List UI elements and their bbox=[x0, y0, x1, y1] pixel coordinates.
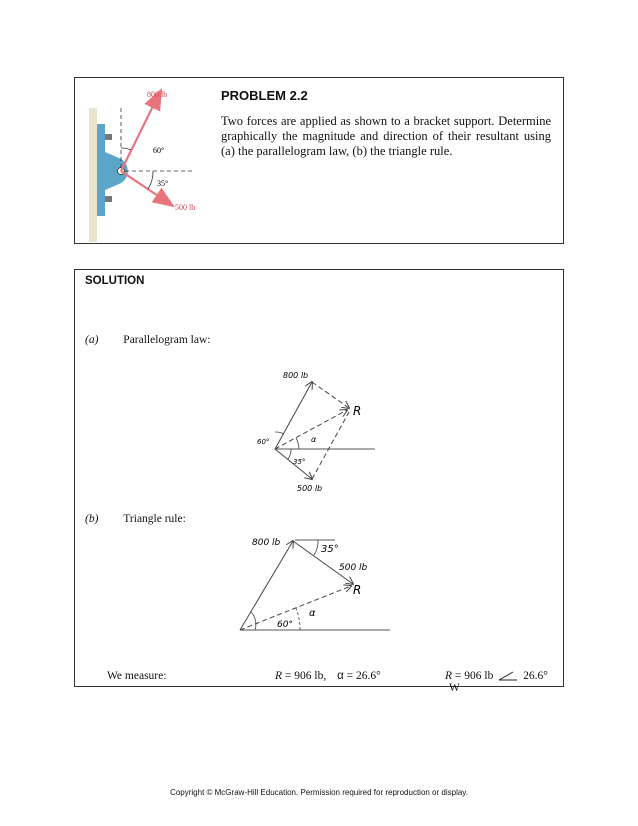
answer-angle: 26.6° bbox=[523, 670, 548, 682]
angle-60-arc bbox=[121, 148, 131, 150]
sketch-b-angle-60-label: 60° bbox=[277, 620, 293, 630]
problem-statement: Two forces are applied as shown to a bracket support. Determine graphically the magnitude and direction of their resultant using (a) the parallelogram law, (b) the triangle rule. bbox=[221, 114, 551, 158]
bolt-bottom bbox=[105, 196, 112, 202]
sketch-b-alpha-arc bbox=[296, 608, 300, 630]
answer-direction: W bbox=[449, 682, 460, 694]
problem-box bbox=[74, 77, 564, 244]
part-a-label: Parallelogram law: bbox=[123, 334, 211, 346]
problem-title: PROBLEM 2.2 bbox=[221, 88, 308, 103]
sketch-a-500-label: 500 lb bbox=[297, 484, 323, 493]
sketch-a-800-label: 800 lb bbox=[283, 371, 309, 380]
measurement-row bbox=[107, 670, 557, 694]
sketch-a-resultant-label: R bbox=[353, 404, 362, 418]
angle-35-label: 35° bbox=[157, 179, 169, 188]
sketch-b-angle-35-arc bbox=[314, 540, 318, 555]
answer-r-value: = 906 lb bbox=[452, 670, 494, 682]
sketch-b-alpha-label: α bbox=[309, 608, 316, 619]
angle-direction-icon bbox=[498, 671, 518, 681]
part-a-letter: (a) bbox=[85, 334, 99, 346]
copyright-footer: Copyright © McGraw-Hill Education. Permission required for reproduction or display. bbox=[170, 788, 468, 797]
sketch-b-800-vector bbox=[240, 541, 293, 630]
measure-alpha-value: = 26.6° bbox=[343, 670, 381, 682]
measure-r-value: = 906 lb, bbox=[282, 670, 327, 682]
bolt-top bbox=[105, 134, 112, 140]
force-500-arrow bbox=[121, 171, 173, 206]
part-b-heading bbox=[85, 513, 186, 525]
measure-alpha-symbol: α bbox=[337, 670, 344, 682]
sketch-a-angle-35-label: 35° bbox=[293, 458, 306, 466]
parallelogram-sketch bbox=[255, 364, 385, 494]
sketch-a-angle-35-arc bbox=[288, 449, 291, 459]
sketch-a-dashed-upper bbox=[312, 382, 349, 408]
answer-r-symbol: R bbox=[445, 670, 453, 682]
force-500-label: 500 lb bbox=[175, 203, 196, 212]
sketch-a-angle-60-arc bbox=[275, 432, 284, 434]
wall bbox=[89, 108, 97, 242]
triangle-sketch bbox=[235, 532, 395, 642]
sketch-b-500-label: 500 lb bbox=[339, 563, 368, 573]
sketch-a-dashed-lower bbox=[312, 412, 349, 479]
solution-title: SOLUTION bbox=[85, 275, 145, 287]
angle-60-label: 60° bbox=[153, 146, 165, 155]
sketch-b-resultant bbox=[240, 586, 351, 630]
force-800-arrow bbox=[121, 90, 161, 171]
solution-box bbox=[74, 269, 564, 694]
part-b-letter: (b) bbox=[85, 513, 99, 525]
bracket-plate bbox=[97, 124, 105, 216]
measure-label: We measure: bbox=[107, 670, 167, 682]
part-a-heading bbox=[85, 334, 210, 346]
sketch-b-angle-60-arc bbox=[251, 612, 256, 630]
sketch-b-resultant-label: R bbox=[353, 583, 362, 597]
angle-35-arc bbox=[148, 171, 153, 189]
part-b-label: Triangle rule: bbox=[123, 513, 186, 525]
measure-r-symbol: R bbox=[275, 670, 283, 682]
sketch-a-angle-60-label: 60° bbox=[257, 438, 270, 446]
sketch-a-alpha-label: α bbox=[311, 435, 317, 444]
sketch-b-angle-35-label: 35° bbox=[321, 544, 339, 555]
sketch-a-alpha-arc bbox=[296, 438, 299, 449]
force-800-label: 800 lb bbox=[147, 90, 168, 99]
sketch-b-800-label: 800 lb bbox=[252, 538, 281, 548]
problem-figure bbox=[75, 78, 220, 243]
sketch-a-800-vector bbox=[275, 382, 312, 449]
